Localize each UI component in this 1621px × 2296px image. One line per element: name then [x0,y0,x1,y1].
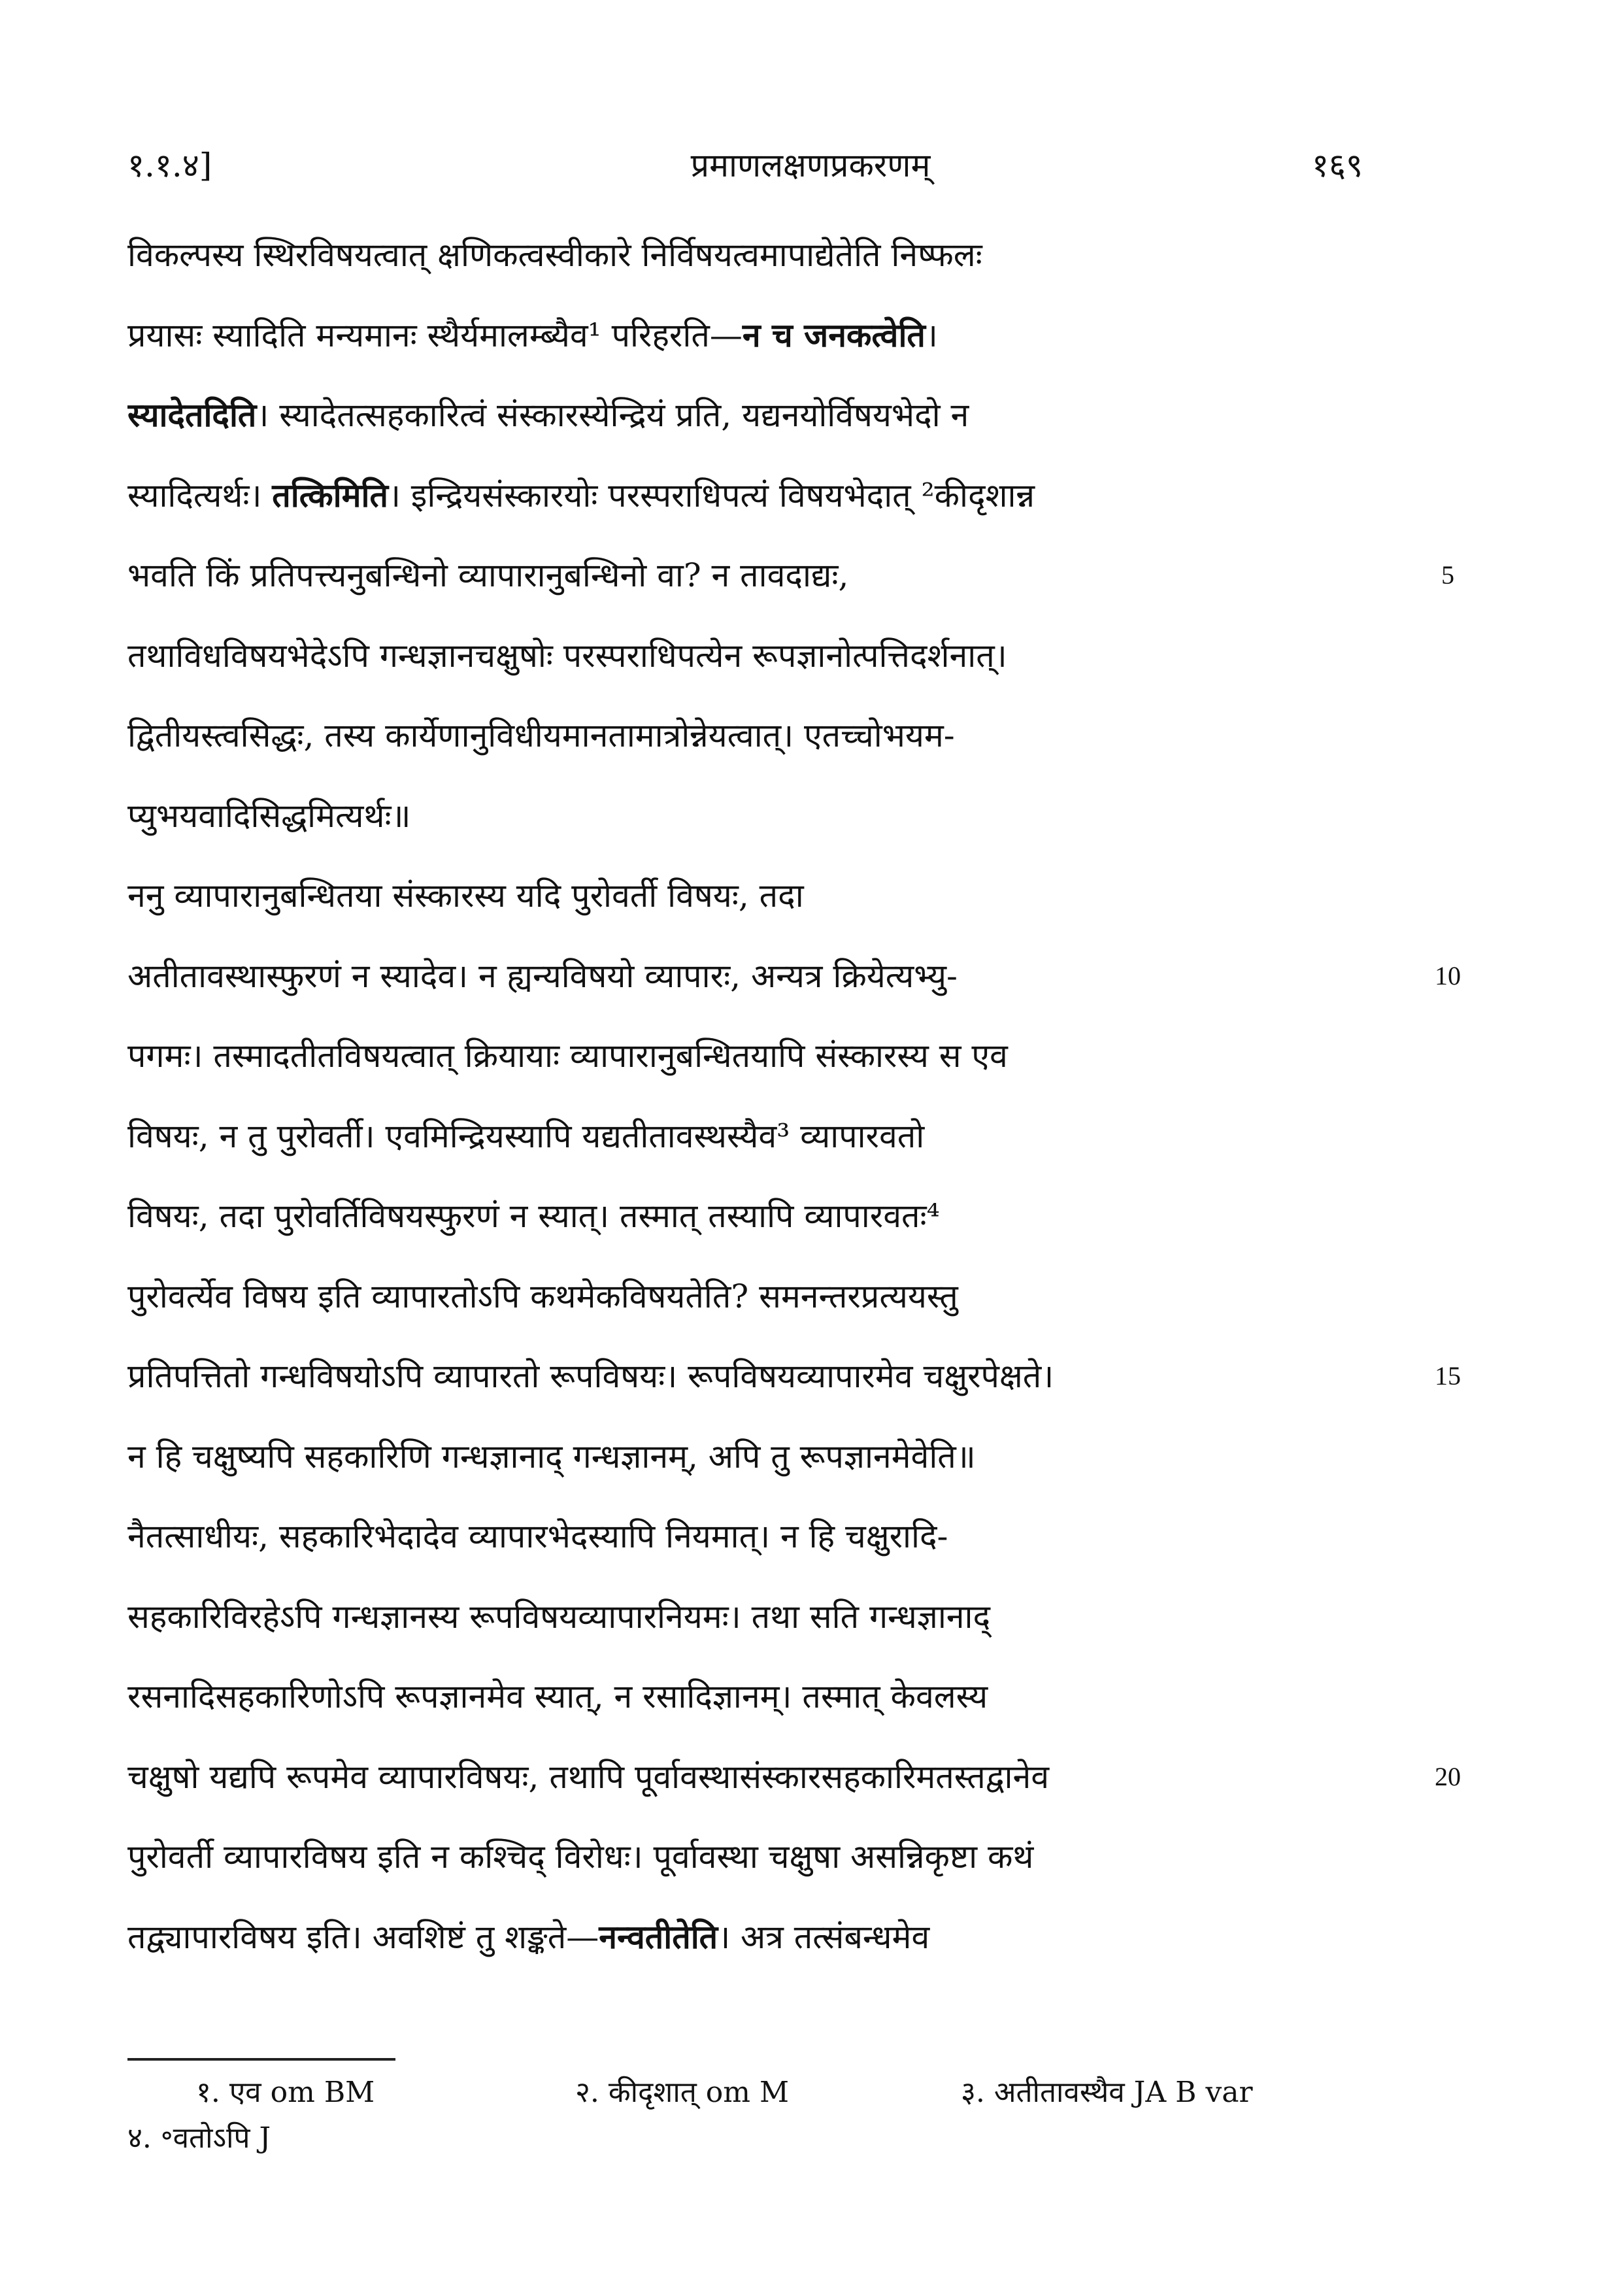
text-line [127,1272,1363,1321]
line-text: । इन्द्रियसंस्कारयोः परस्पराधिपत्यं विषयभेदात् ²कीदृशान्न [388,477,1035,515]
line-text: न हि चक्षुष्यपि सहकारिणि गन्धज्ञानाद् गन्धज्ञानम्, अपि तु रूपज्ञानमेवेति॥ [127,1438,976,1476]
line-text: विषयः, तदा पुरोवर्तिविषयस्फुरणं न स्यात्। तस्मात् तस्यापि व्यापारवतः⁴ [127,1197,940,1235]
footnote-1: १. एव om BM [196,2076,375,2109]
text-line [127,1351,1363,1401]
text-line [127,230,1363,280]
line-number: 5 [1441,560,1454,590]
text-line [127,951,1363,1001]
text-line [127,1832,1363,1882]
text-line [127,1592,1363,1642]
text-line [127,1511,1363,1561]
line-text: द्वितीयस्त्वसिद्धः, तस्य कार्येणानुविधीयमानतामात्रोन्नेयत्वात्। एतच्चोभयम- [127,717,955,754]
line-number: 20 [1435,1762,1461,1791]
text-line [127,871,1363,920]
line-text: प्युभयवादिसिद्धमित्यर्थः॥ [127,797,411,835]
line-text: तद्व्यापारविषय इति। अवशिष्टं तु शङ्कते— [127,1918,599,1956]
section-reference: १.१.४] [127,146,212,184]
bold-lemma: तत्किमिति [272,476,388,515]
text-line [127,390,1363,440]
line-text: । [925,316,938,354]
line-number: 15 [1435,1361,1461,1391]
footnote-2: २. कीदृशात् om M [575,2076,790,2109]
bold-lemma: स्यादेतदिति [127,396,257,434]
footnote-4: ४. ॰वतोऽपि J [127,2121,271,2155]
footnote-rule [127,2058,395,2061]
line-number: 10 [1435,961,1461,990]
text-line [127,711,1363,760]
line-text: स्यादित्यर्थः। [127,477,273,515]
line-text: पगमः। तस्मादतीतविषयत्वात् क्रियायाः व्यापारानुबन्धितयापि संस्कारस्य स एव [127,1037,1008,1075]
text-line [127,1912,1363,1962]
text-line [127,1752,1363,1802]
line-text: रसनादिसहकारिणोऽपि रूपज्ञानमेव स्यात्, न रसादिज्ञानम्। तस्मात् केवलस्य [127,1678,988,1715]
text-line [127,1111,1363,1161]
line-text: विकल्पस्य स्थिरविषयत्वात् क्षणिकत्वस्वीकारे निर्विषयत्वमापाद्येतेति निष्फलः [127,236,982,274]
text-line [127,311,1363,360]
text-line [127,1672,1363,1721]
line-text: ननु व्यापारानुबन्धितया संस्कारस्य यदि पुरोवर्ती विषयः, तदा [127,877,804,915]
line-text: । स्यादेतत्सहकारित्वं संस्कारस्येन्द्रियं प्रति, यद्यनयोर्विषयभेदो न [256,396,969,434]
line-text: पुरोवर्त्येव विषय इति व्यापारतोऽपि कथमेकविषयतेति? समनन्तरप्रत्ययस्तु [127,1277,958,1315]
bold-lemma: न च जनकत्वेति [742,316,926,354]
footnote-3: ३. अतीतावस्थैव JA B var [961,2076,1253,2109]
text-line [127,791,1363,841]
line-text: नैतत्साधीयः, सहकारिभेदादेव व्यापारभेदस्यापि नियमात्। न हि चक्षुरादि- [127,1517,948,1555]
line-text: सहकारिविरहेऽपि गन्धज्ञानस्य रूपविषयव्यापारनियमः। तथा सति गन्धज्ञानाद् [127,1598,991,1636]
text-line [127,631,1363,681]
text-line [127,1432,1363,1481]
page-number: १६९ [1312,146,1363,184]
text-line [127,550,1363,600]
line-text: अतीतावस्थास्फुरणं न स्यादेव। न ह्यन्यविषयो व्यापारः, अन्यत्र क्रियेत्यभ्यु- [127,957,958,995]
line-text: प्रयासः स्यादिति मन्यमानः स्थैर्यमालम्ब्यैव¹ परिहरति— [127,316,743,354]
text-line [127,1031,1363,1081]
line-text: पुरोवर्ती व्यापारविषय इति न कश्चिद् विरोधः। पूर्वावस्था चक्षुषा असन्निकृष्टा कथं [127,1838,1034,1876]
line-text: प्रतिपत्तितो गन्धविषयोऽपि व्यापारतो रूपविषयः। रूपविषयव्यापारमेव चक्षुरपेक्षते। [127,1357,1054,1395]
line-text: तथाविधविषयभेदेऽपि गन्धज्ञानचक्षुषोः परस्पराधिपत्येन रूपज्ञानोत्पत्तिदर्शनात्। [127,637,1007,675]
bold-lemma: नन्वतीतेति [599,1917,718,1956]
line-text: चक्षुषो यद्यपि रूपमेव व्यापारविषयः, तथापि पूर्वावस्थासंस्कारसहकारिमतस्तद्वानेव [127,1758,1050,1796]
text-line [127,1191,1363,1241]
running-title: प्रमाणलक्षणप्रकरणम् [690,146,931,184]
line-text: । अत्र तत्संबन्धमेव [718,1918,930,1956]
line-text: विषयः, न तु पुरोवर्ती। एवमिन्द्रियस्यापि यद्यतीतावस्थस्यैव³ व्यापारवतो [127,1117,925,1155]
line-text: भवति किं प्रतिपत्त्यनुबन्धिनो व्यापारानुबन्धिनो वा? न तावदाद्यः, [127,556,849,594]
text-line [127,471,1363,520]
